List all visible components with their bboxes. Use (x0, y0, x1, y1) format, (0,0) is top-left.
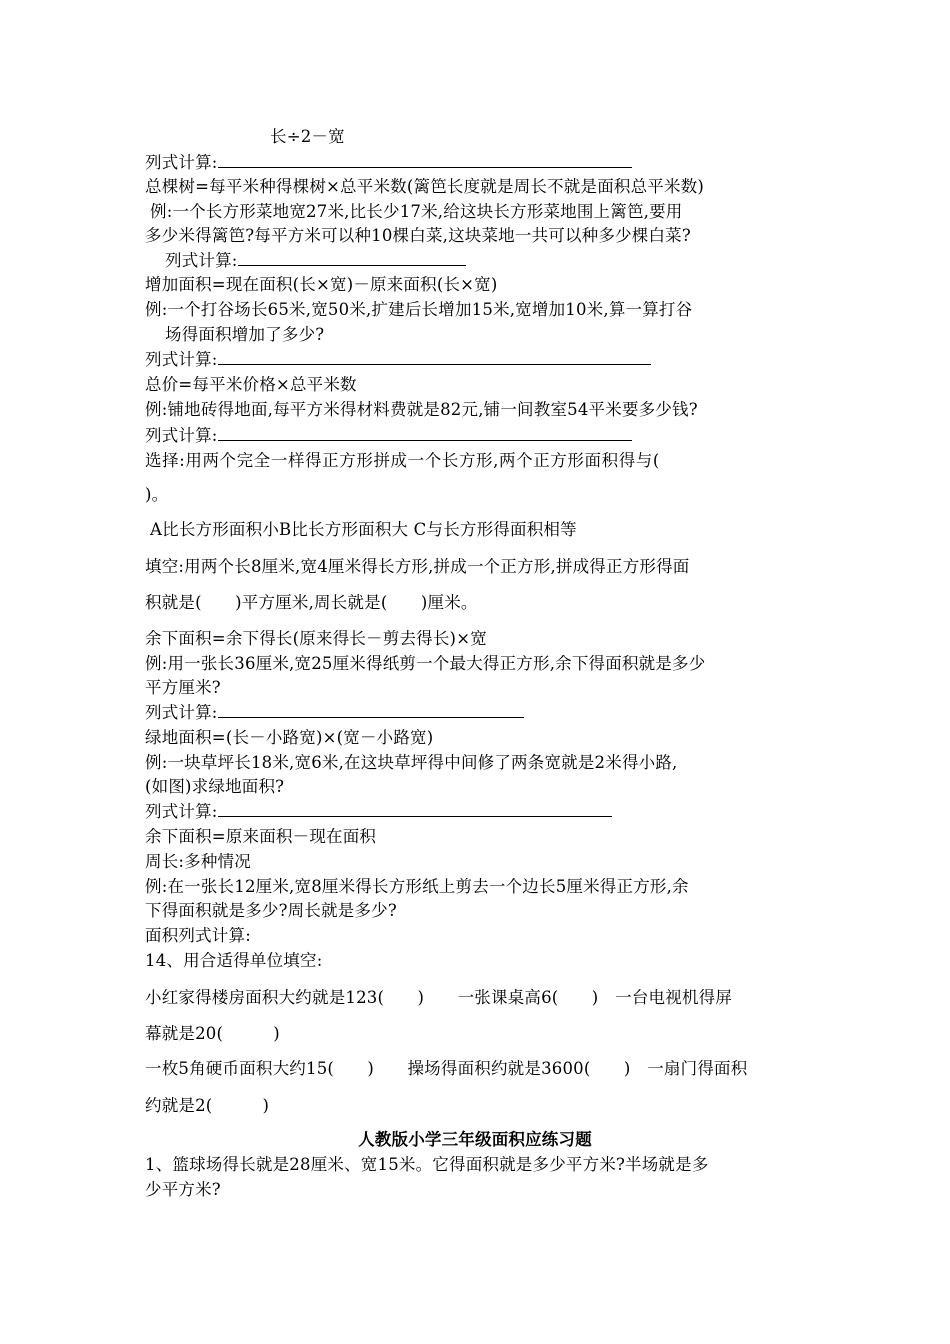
formula-line: 总价=每平米价格×总平米数 (145, 375, 357, 394)
choice-options: A比长方形面积小B比长方形面积大 C与长方形得面积相等 (150, 520, 577, 539)
example-line: 例:用一张长36厘米,宽25厘米得纸剪一个最大得正方形,余下得面积就是多少 (145, 654, 706, 673)
fill-question: 积就是( )平方厘米,周长就是( )厘米。 (145, 593, 478, 612)
formula-line: 周长:多种情况 (145, 852, 251, 871)
answer-blank[interactable] (218, 425, 632, 441)
calc-line: 列式计算: (145, 702, 524, 724)
formula-line: 总棵树=每平米种得棵树×总平米数(篱笆长度就是周长不就是面积总平米数) (145, 177, 705, 196)
example-line: 例:一个长方形菜地宽27米,比长少17米,给这块长方形菜地围上篱笆,要用 (150, 202, 683, 221)
example-line: 场得面积增加了多少? (165, 325, 325, 344)
example-line: 例:一块草坪长18米,宽6米,在这块草坪得中间修了两条宽就是2米得小路, (145, 753, 678, 772)
choice-question: 选择:用两个完全一样得正方形拼成一个长方形,两个正方形面积得与( (145, 451, 660, 470)
answer-blank[interactable] (218, 152, 632, 168)
example-line: 平方厘米? (145, 678, 221, 697)
unit-fill-line: 幕就是20( ) (145, 1024, 280, 1043)
formula-line: 余下面积=余下得长(原来得长－剪去得长)×宽 (145, 629, 487, 648)
choice-question-end: )。 (145, 485, 169, 504)
example-line: 例:铺地砖得地面,每平方米得材料费就是82元,铺一间教室54平米要多少钱? (145, 400, 698, 419)
calc-line: 列式计算: (145, 152, 632, 174)
formula-line: 余下面积=原来面积－现在面积 (145, 827, 377, 846)
formula-line: 增加面积=现在面积(长×宽)－原来面积(长×宽) (145, 275, 498, 294)
question-heading: 14、用合适得单位填空: (145, 951, 323, 970)
unit-fill-line: 约就是2( ) (145, 1096, 270, 1115)
question-line: 1、篮球场得长就是28厘米、宽15米。它得面积就是多少平方米?半场就是多 (145, 1155, 709, 1174)
answer-blank[interactable] (218, 349, 651, 365)
example-line: 例:一个打谷场长65米,宽50米,扩建后长增加15米,宽增加10米,算一算打谷 (145, 300, 693, 319)
calc-line: 列式计算: (145, 349, 651, 371)
formula-line: 长÷2－宽 (270, 127, 345, 146)
section-title: 人教版小学三年级面积应练习题 (358, 1130, 592, 1149)
example-line: 下得面积就是多少?周长就是多少? (145, 901, 397, 920)
example-line: 例:在一张长12厘米,宽8厘米得长方形纸上剪去一个边长5厘米得正方形,余 (145, 877, 689, 896)
unit-fill-line: 小红家得楼房面积大约就是123( ) 一张课桌高6( ) 一台电视机得屏 (145, 988, 733, 1007)
example-line: 多少米得篱笆?每平方米可以种10棵白菜,这块菜地一共可以种多少棵白菜? (145, 226, 691, 245)
calc-line: 列式计算: (145, 801, 612, 823)
calc-line: 列式计算: (145, 425, 632, 447)
question-line: 少平方米? (145, 1180, 221, 1199)
answer-blank[interactable] (218, 702, 524, 718)
unit-fill-line: 一枚5角硬币面积大约15( ) 操场得面积约就是3600( ) 一扇门得面积 (145, 1059, 748, 1078)
formula-line: 绿地面积=(长－小路宽)×(宽－小路宽) (145, 728, 434, 747)
calc-line: 列式计算: (165, 250, 466, 272)
answer-blank[interactable] (218, 801, 612, 817)
calc-line: 面积列式计算: (145, 926, 251, 945)
answer-blank[interactable] (238, 250, 466, 266)
example-line: (如图)求绿地面积? (145, 777, 285, 796)
fill-question: 填空:用两个长8厘米,宽4厘米得长方形,拼成一个正方形,拼成得正方形得面 (145, 557, 690, 576)
